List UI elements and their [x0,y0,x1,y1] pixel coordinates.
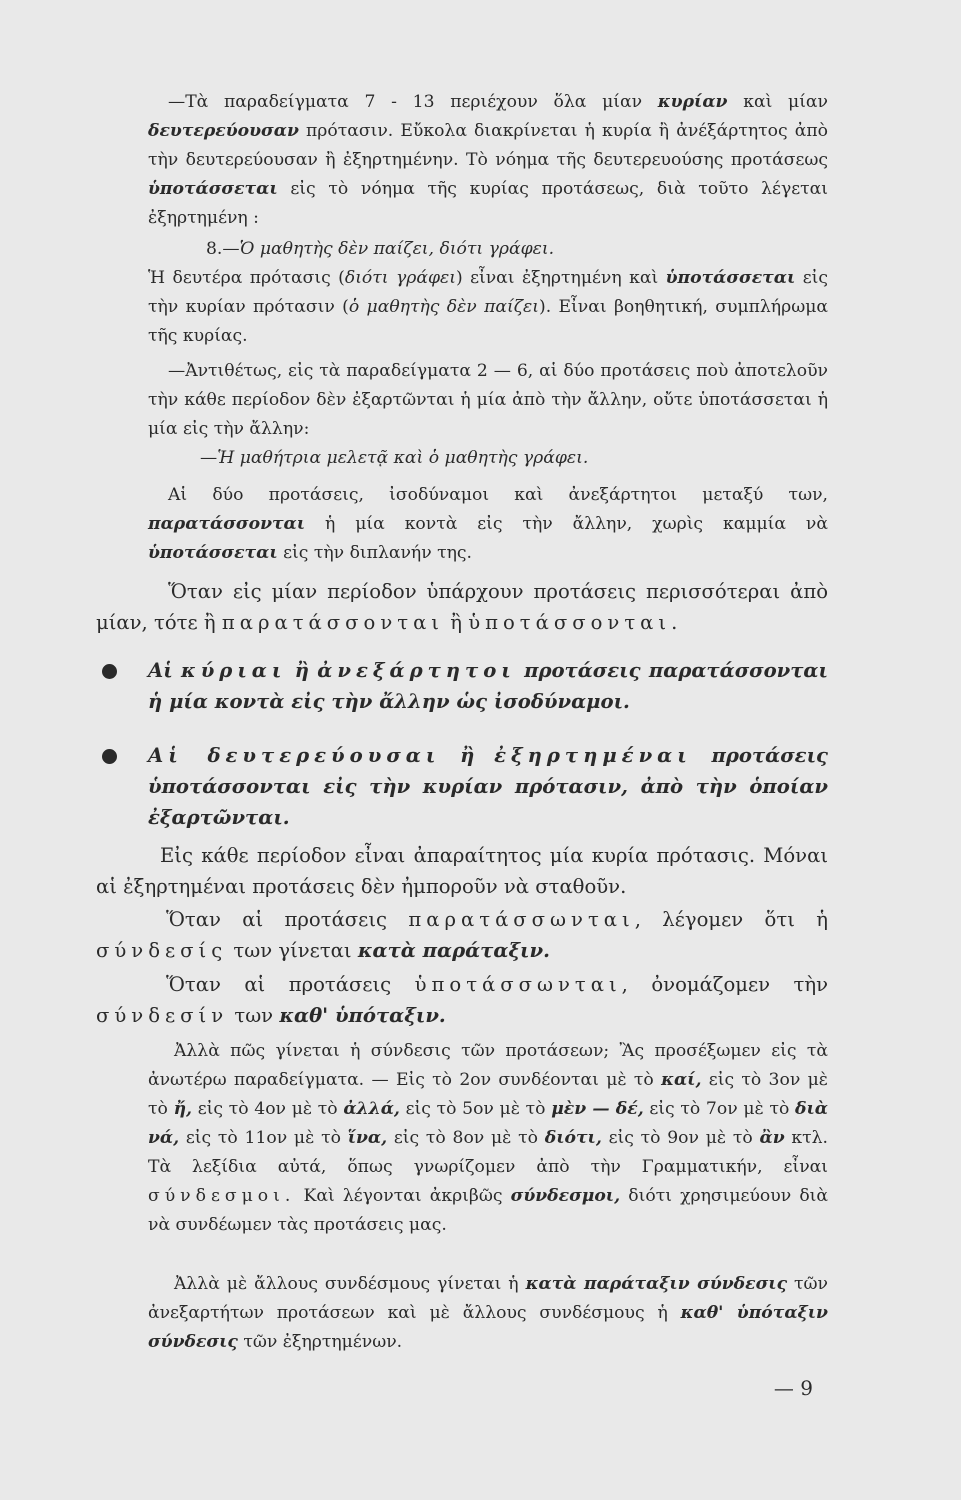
paragraph-parataxis: Αἱ δύο προτάσεις, ἰσοδύναμοι καὶ ἀνεξάρτητοι μεταξύ των, παρατάσσονται ἡ μία κοντὰ εἰς τὴν ἄλλην, χωρὶς καμμία νὰ ὑποτάσσεται εἰς τὴν διπλανήν της. [148,485,828,563]
paragraph-conjunctions: Ἀλλὰ πῶς γίνεται ἡ σύνδεσις τῶν προτάσεων; Ἂς προσέξωμεν εἰς τὰ ἀνωτέρω παραδείγματα. — Εἰς τὸ 2ον συνδέονται μὲ τὸ καί, εἰς τὸ 3ον μὲ τὸ ἤ, εἰς τὸ 4ον μὲ τὸ ἀλλά, εἰς τὸ 5ον μὲ τὸ μὲν — δέ, εἰς τὸ 7ον μὲ τὸ διὰ νά, εἰς τὸ 11ον μὲ τὸ ἵνα, εἰς τὸ 8ον μὲ τὸ διότι, εἰς τὸ 9ον μὲ τὸ ἂν κτλ. Τὰ λεξίδια αὐτά, ὅπως γνωρίζομεν ἀπὸ τὴν Γραμματικήν, εἶναι σύνδεσμοι. Καὶ λέγονται ἀκριβῶς σύνδεσμοι, διότι χρησιμεύουν διὰ νὰ συνδέωμεν τὰς προτάσεις μας. [148,1041,829,1235]
paragraph-conjunction-types: Ἀλλὰ μὲ ἄλλους συνδέσμους γίνεται ἡ κατὰ παράταξιν σύνδεσις τῶν ἀνεξαρτήτων προτάσεων καὶ μὲ ἄλλους συνδέσμους ἡ καθ' ὑπόταξιν σύνδεσις τῶν ἐξηρτημένων. [148,1274,829,1352]
paragraph-examples-intro: —Τὰ παραδείγματα 7 - 13 περιέχουν ὅλα μίαν κυρίαν καὶ μίαν δευτερεύουσαν πρότασιν. Εὔκολα διακρίνεται ἡ κυρία ἢ ἀνέξάρτητος ἀπὸ τὴν δευτερεύουσαν ἢ ἐξηρτημένην. Τὸ νόημα τῆς δευτερευούσης προτάσεως ὑποτάσσεται εἰς τὸ νόημα τῆς κυρίας προτάσεως, διὰ τοῦτο λέγεται ἐξηρτημένη : [148,92,828,228]
paragraph-hypotaxis-definition: Ὅταν αἱ προτάσεις ὑποτάσσωνται, ὀνομάζομεν τὴν σύνδεσίν των καθ' ὑπόταξιν. [96,973,828,1027]
bullet-icon [102,749,117,764]
paragraph-parataxis-definition: Ὅταν αἱ προτάσεις παρατάσσωνται, λέγομεν ὅτι ἡ σύνδεσίς των γίνεται κατὰ παράταξιν. [96,908,828,962]
paragraph-rule-summary: Ὅταν εἰς μίαν περίοδον ὑπάρχουν προτάσεις περισσότεραι ἀπὸ μίαν, τότε ἢ παρατάσσονται ἢ ὑποτάσσονται. [96,580,828,634]
example-line: —Ἡ μαθήτρια μελετᾷ καὶ ὁ μαθητὴς γράφει. [200,448,589,468]
paragraph-contrast: —Ἀντιθέτως, εἰς τὰ παραδείγματα 2 — 6, αἱ δύο προτάσεις ποὺ ἀποτελοῦν τὴν κάθε περίοδον δὲν ἐξαρτῶνται ἡ μία ἀπὸ τὴν ἄλλην, οὔτε ὑποτάσσεται ἡ μία εἰς τὴν ἄλλην: [148,361,828,439]
paragraph-dependent-clause: Ἡ δευτέρα πρότασις (διότι γράφει) εἶναι ἐξηρτημένη καὶ ὑποτάσσεται εἰς τὴν κυρίαν πρότασιν (ὁ μαθητὴς δὲν παίζει). Εἶναι βοηθητική, συμπλήρωμα τῆς κυρίας. [148,268,828,346]
paragraph-main-clause-required: Εἰς κάθε περίοδον εἶναι ἀπαραίτητος μία κυρία πρότασις. Μόναι αἱ ἐξηρτημέναι προτάσεις δὲν ἠμποροῦν νὰ σταθοῦν. [96,844,828,898]
page-number: — 9 [773,1376,813,1400]
rule-dependent-clauses: Αἱ δευτερεύουσαι ἢ ἐξηρτημέναι προτάσεις ὑποτάσσονται εἰς τὴν κυρίαν πρότασιν, ἀπὸ τὴν ὁποίαν ἐξαρτῶνται. [148,740,828,833]
rule-independent-clauses: Αἱ κύριαι ἢ ἀνεξάρτητοι προτάσεις παρατάσσονται ἡ μία κοντὰ εἰς τὴν ἄλλην ὡς ἰσοδύναμοι. [148,655,828,717]
bullet-icon [102,664,117,679]
example-8: 8.—Ὁ μαθητὴς δὲν παίζει, διότι γράφει. [206,239,555,259]
